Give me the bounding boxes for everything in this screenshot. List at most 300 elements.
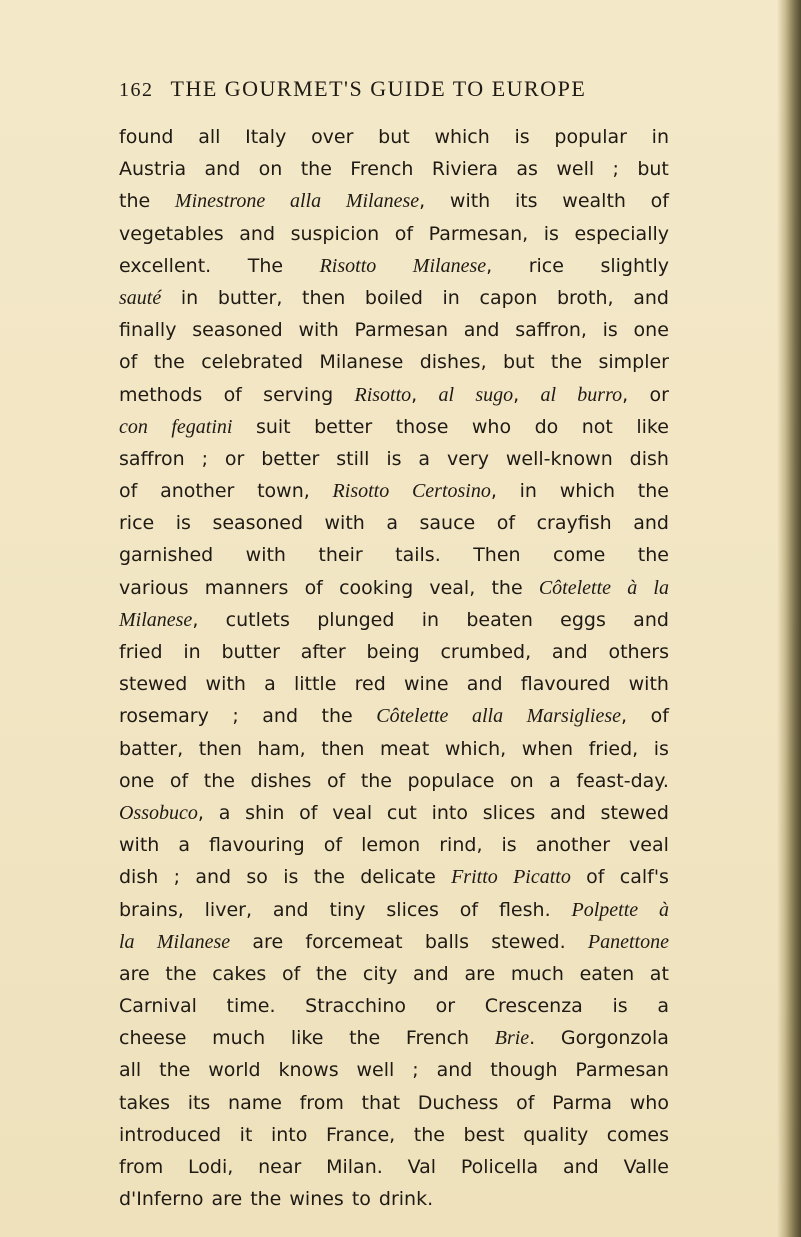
word: seasoned	[212, 512, 303, 535]
word: wine	[403, 673, 449, 696]
word: well	[556, 158, 595, 181]
word: ;	[612, 158, 619, 181]
word: Policella	[460, 1156, 539, 1178]
word: dishes	[250, 769, 312, 792]
word: of	[323, 834, 343, 857]
word: Duchess	[417, 1091, 499, 1114]
word: or	[649, 383, 669, 406]
word: from	[119, 1156, 164, 1178]
word: balls	[424, 930, 469, 953]
text-line	[119, 894, 669, 926]
word: Stracchino	[305, 995, 407, 1018]
word: calf's	[619, 866, 669, 889]
word: garnished	[119, 544, 214, 567]
word: others	[608, 641, 669, 663]
word: sauté	[119, 286, 162, 309]
word: then	[198, 737, 242, 760]
word: slices	[482, 801, 536, 824]
word: boiled	[364, 286, 423, 309]
text-line	[119, 121, 669, 153]
word: the	[159, 1059, 191, 1082]
word: into	[270, 1123, 308, 1146]
word: sugo,	[475, 383, 520, 406]
word: as	[516, 158, 538, 181]
word: Côtelette	[538, 576, 612, 599]
word: sauce	[419, 512, 476, 535]
word: capon	[479, 286, 538, 309]
word: lemon	[361, 834, 421, 857]
word: is	[175, 512, 191, 535]
word: better	[261, 447, 320, 470]
word: French	[405, 1027, 470, 1050]
word: a	[418, 447, 431, 470]
page-binding-edge	[777, 0, 801, 1237]
word: and	[633, 608, 669, 631]
word: cheese	[119, 1027, 187, 1050]
word: well	[356, 1059, 395, 1082]
word: dishes,	[419, 351, 487, 374]
text-line	[119, 829, 669, 861]
word: drink.	[378, 1188, 434, 1211]
word: like	[636, 415, 669, 438]
word: finally	[119, 319, 177, 342]
word: then	[321, 737, 365, 760]
word: not	[581, 415, 613, 438]
word: ;	[232, 705, 239, 728]
word: crayfish	[536, 512, 612, 535]
word: comes	[606, 1123, 669, 1146]
word: into	[431, 801, 468, 824]
word: one	[119, 769, 155, 792]
word: Fritto	[451, 866, 498, 889]
word: Parma	[552, 1091, 613, 1114]
text-line	[119, 797, 669, 829]
word: after	[300, 641, 346, 663]
word: Milanese	[156, 930, 231, 953]
word: with	[245, 544, 286, 567]
word: well-known	[505, 447, 613, 470]
page-header	[119, 76, 679, 106]
word: Milanese,	[119, 608, 199, 631]
word: the	[413, 1123, 445, 1146]
word: beaten	[466, 608, 533, 631]
text-line	[119, 572, 669, 604]
word: it	[239, 1123, 253, 1146]
word: broth,	[556, 286, 614, 309]
word: but	[637, 158, 669, 181]
word: over	[311, 126, 354, 148]
word: burro,	[577, 383, 629, 406]
word: the	[637, 480, 669, 503]
word: Then	[473, 544, 521, 567]
word: Parmesan,	[428, 222, 529, 245]
word: The	[247, 254, 284, 277]
word: is	[653, 737, 669, 760]
word: fegatini	[171, 415, 233, 438]
word: seasoned	[192, 319, 283, 342]
word: Italy	[245, 126, 287, 148]
word: is	[283, 866, 299, 889]
word: meat	[379, 737, 430, 760]
word: in	[183, 641, 201, 663]
word: dish	[119, 866, 159, 889]
word: one	[633, 319, 669, 342]
text-line	[119, 1054, 669, 1086]
word: found	[119, 126, 174, 148]
word: on	[258, 158, 283, 181]
word: Risotto	[332, 480, 390, 503]
word: of	[282, 962, 301, 985]
word: but	[378, 126, 410, 148]
word: slices	[386, 898, 439, 921]
word: who	[471, 415, 512, 438]
text-line	[119, 475, 669, 507]
word: the	[491, 576, 523, 599]
word: and	[466, 673, 503, 696]
text-line	[119, 539, 669, 571]
word: slightly	[600, 254, 669, 277]
word: rosemary	[119, 705, 209, 728]
word: the	[550, 351, 583, 374]
word: and	[551, 641, 588, 663]
word: celebrated	[201, 351, 304, 374]
word: alla	[471, 705, 504, 728]
word: Carnival	[119, 995, 197, 1018]
word: from	[299, 1091, 344, 1114]
word: in	[651, 126, 669, 148]
word: Lodi,	[188, 1156, 234, 1178]
word: eggs	[560, 608, 606, 631]
word: crumbed,	[440, 641, 532, 663]
word: suit	[255, 415, 291, 438]
word: veal,	[429, 576, 476, 599]
word: which	[434, 126, 490, 148]
word: stewed	[119, 673, 188, 696]
word: better	[314, 415, 373, 438]
text-line	[119, 604, 669, 636]
word: much	[510, 962, 564, 985]
word: and	[463, 319, 500, 342]
word: the	[250, 1188, 282, 1211]
word: France,	[325, 1123, 396, 1146]
word: though	[490, 1059, 558, 1082]
word: the	[119, 190, 151, 213]
word: and	[262, 705, 299, 728]
word: tails.	[395, 544, 441, 567]
word: vegetables	[119, 222, 224, 245]
word: knows	[278, 1059, 339, 1082]
word: flesh.	[498, 898, 551, 921]
text-line	[119, 443, 669, 475]
word: which,	[444, 737, 507, 760]
word: are	[252, 930, 284, 953]
word: excellent.	[119, 254, 212, 277]
word: and	[272, 898, 309, 921]
word: and	[563, 1156, 599, 1178]
word: d'Inferno	[119, 1188, 204, 1211]
word: with	[324, 512, 365, 535]
word: Crescenza	[484, 995, 583, 1018]
word: to	[351, 1188, 371, 1211]
word: stewed	[600, 801, 669, 824]
text-line	[119, 958, 669, 990]
text-line	[119, 733, 669, 765]
word: à	[659, 898, 669, 921]
word: Valle	[623, 1156, 669, 1178]
word: Minestrone	[174, 190, 266, 213]
word: is	[612, 995, 628, 1018]
body-text	[119, 121, 669, 1215]
word: but	[502, 351, 535, 374]
word: world	[208, 1059, 261, 1082]
text-line	[119, 379, 669, 411]
word: tiny	[329, 898, 366, 921]
word: their	[318, 544, 363, 567]
word: delicate	[360, 866, 436, 889]
text-line	[119, 507, 669, 539]
text-line	[119, 861, 669, 893]
word: a	[549, 769, 561, 792]
word: city	[362, 962, 398, 985]
word: in	[180, 286, 199, 309]
word: Milanese,	[412, 254, 493, 277]
word: saffron,	[515, 319, 587, 342]
word: introduced	[119, 1123, 222, 1146]
word: a	[178, 834, 190, 857]
word: ;	[201, 447, 208, 470]
word: al	[540, 383, 557, 406]
word: al	[438, 383, 455, 406]
word: another	[535, 834, 611, 857]
text-line	[119, 1119, 669, 1151]
word: much	[212, 1027, 266, 1050]
word: of	[304, 576, 323, 599]
word: saffron	[119, 447, 185, 470]
text-line	[119, 668, 669, 700]
word: are	[211, 1188, 243, 1211]
word: still	[336, 447, 370, 470]
word: the	[203, 769, 235, 792]
word: of	[650, 705, 669, 728]
word: rice	[119, 512, 155, 535]
word: those	[395, 415, 449, 438]
word: and	[195, 866, 232, 889]
word: its	[187, 1091, 211, 1114]
word: of	[169, 769, 189, 792]
word: is	[543, 222, 559, 245]
word: wines	[289, 1188, 344, 1211]
text-line	[119, 1151, 669, 1183]
word: stewed.	[491, 930, 566, 953]
word: especially	[574, 222, 669, 245]
word: plunged	[317, 608, 395, 631]
text-line	[119, 926, 669, 958]
word: la	[119, 930, 135, 953]
text-line	[119, 1183, 669, 1215]
word: Panettone	[587, 930, 669, 953]
text-line	[119, 185, 669, 217]
word: Marsigliese,	[526, 705, 628, 728]
word: Risotto,	[354, 383, 418, 406]
word: ;	[173, 866, 180, 889]
word: Val	[407, 1156, 437, 1178]
word: la	[653, 576, 669, 599]
word: of	[119, 351, 138, 374]
word: manners	[204, 576, 289, 599]
word: of	[119, 480, 138, 503]
word: shin	[245, 801, 285, 824]
word: ;	[412, 1059, 419, 1082]
word: is	[386, 447, 402, 470]
word: flavoured	[520, 673, 611, 696]
word: veal	[629, 834, 669, 857]
text-line	[119, 282, 669, 314]
word: ham,	[257, 737, 306, 760]
word: the	[349, 1027, 381, 1050]
word: of	[326, 769, 346, 792]
word: are	[119, 962, 150, 985]
word: serving	[263, 383, 334, 406]
word: that	[361, 1091, 401, 1114]
word: of	[650, 190, 669, 213]
word: all	[198, 126, 221, 148]
word: time.	[226, 995, 276, 1018]
word: and	[239, 222, 276, 245]
text-line	[119, 700, 669, 732]
word: on	[509, 769, 534, 792]
word: or	[435, 995, 456, 1018]
word: a	[657, 995, 669, 1018]
word: Risotto	[319, 254, 377, 277]
word: butter	[221, 641, 280, 663]
word: fried,	[588, 737, 639, 760]
word: the	[321, 705, 353, 728]
word: forcemeat	[305, 930, 403, 953]
word: Parmesan	[354, 319, 448, 342]
word: in	[519, 480, 537, 503]
word: Certosino,	[411, 480, 497, 503]
word: who	[629, 1091, 669, 1114]
word: dish	[629, 447, 669, 470]
word: Brie.	[494, 1027, 536, 1050]
word: butter,	[217, 286, 283, 309]
word: in	[442, 286, 460, 309]
word: the	[165, 962, 197, 985]
word: a	[218, 801, 231, 824]
word: then	[302, 286, 346, 309]
word: in	[421, 608, 440, 631]
word: Austria	[119, 158, 187, 181]
word: Parmesan	[575, 1059, 669, 1082]
text-line	[119, 636, 669, 668]
word: French	[350, 158, 414, 181]
word: with	[449, 190, 491, 213]
text-line	[119, 1022, 669, 1054]
page-number: 162	[119, 79, 154, 101]
text-line	[119, 1087, 669, 1119]
word: the	[360, 769, 392, 792]
word: the	[637, 544, 669, 567]
text-line	[119, 990, 669, 1022]
word: flavouring	[209, 834, 305, 857]
word: name	[228, 1091, 282, 1114]
word: which	[559, 480, 616, 503]
word: of	[223, 383, 242, 406]
running-title: THE GOURMET'S GUIDE TO EUROPE	[170, 76, 587, 101]
word: is	[602, 319, 618, 342]
word: like	[290, 1027, 324, 1050]
word: or	[224, 447, 245, 470]
word: Milanese,	[345, 190, 426, 213]
word: Polpette	[571, 898, 639, 921]
word: methods	[119, 383, 203, 406]
word: cutlets	[225, 608, 290, 631]
word: a	[264, 673, 276, 696]
word: very	[446, 447, 489, 470]
word: takes	[119, 1091, 171, 1114]
word: Riviera	[431, 158, 499, 181]
word: town,	[257, 480, 310, 503]
word: and	[413, 962, 449, 985]
word: red	[354, 673, 386, 696]
text-line	[119, 346, 669, 378]
text-line	[119, 765, 669, 797]
word: liver,	[204, 898, 252, 921]
word: when	[521, 737, 574, 760]
word: veal	[332, 801, 373, 824]
word: of	[299, 801, 318, 824]
word: rind,	[439, 834, 483, 857]
word: so	[246, 866, 268, 889]
word: of	[394, 222, 414, 245]
word: Milanese	[319, 351, 404, 374]
word: eaten	[579, 962, 635, 985]
word: the	[313, 866, 345, 889]
word: populace	[407, 769, 495, 792]
word: and	[633, 286, 669, 309]
word: brains,	[119, 898, 184, 921]
word: con	[119, 415, 148, 438]
word: cut	[386, 801, 417, 824]
word: and	[633, 512, 669, 535]
word: being	[366, 641, 420, 663]
word: fried	[119, 641, 163, 663]
word: the	[316, 962, 348, 985]
text-line	[119, 250, 669, 282]
word: Picatto	[513, 866, 571, 889]
word: Gorgonzola	[560, 1027, 669, 1050]
word: popular	[554, 126, 627, 148]
word: little	[293, 673, 337, 696]
word: batter,	[119, 737, 184, 760]
word: quality	[523, 1123, 589, 1146]
word: are	[464, 962, 496, 985]
word: rice	[528, 254, 564, 277]
word: the	[153, 351, 185, 374]
word: at	[649, 962, 669, 985]
word: of	[496, 512, 516, 535]
word: cakes	[212, 962, 267, 985]
word: Côtelette	[376, 705, 449, 728]
word: wealth	[562, 190, 626, 213]
word: feast-day.	[576, 769, 669, 792]
word: with	[119, 834, 160, 857]
word: various	[119, 576, 189, 599]
word: is	[501, 834, 517, 857]
word: cooking	[339, 576, 414, 599]
word: all	[119, 1059, 142, 1082]
word: Milan.	[326, 1156, 383, 1178]
